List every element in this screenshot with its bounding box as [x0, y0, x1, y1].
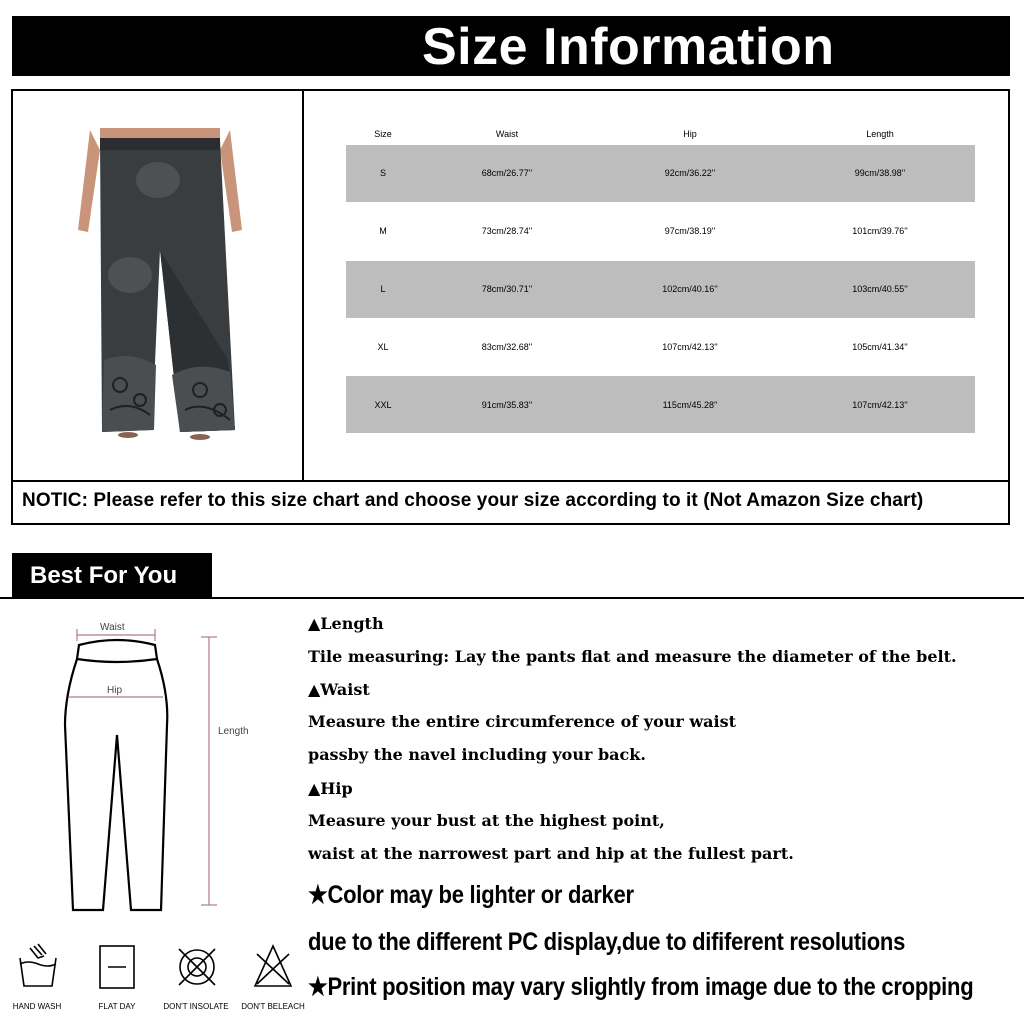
length-instruction: Tile measuring: Lay the pants flat and measure the diameter of the belt. — [308, 647, 957, 666]
flat-dry-icon — [98, 944, 136, 990]
chart-divider — [11, 480, 1010, 482]
cell-length: 101cm/39.76'' — [852, 226, 908, 236]
cell-waist: 78cm/30.71'' — [481, 284, 533, 294]
cell-hip: 102cm/40.16'' — [662, 284, 718, 294]
chart-divider — [302, 89, 304, 481]
cell-hip: 107cm/42.13'' — [662, 342, 718, 352]
cell-size: S — [379, 168, 386, 178]
dont-bleach-icon — [253, 944, 293, 990]
care-label: DON'T INSOLATE — [163, 1002, 229, 1011]
cell-waist: 83cm/32.68'' — [481, 342, 533, 352]
best-for-you-label: Best For You — [30, 562, 178, 589]
cell-length: 107cm/42.13'' — [852, 400, 908, 410]
cell-size: M — [379, 226, 387, 236]
cell-size: L — [380, 284, 386, 294]
color-note: ★Color may be lighter or darker — [308, 881, 634, 909]
cell-waist: 73cm/28.74'' — [481, 226, 533, 236]
cell-hip: 115cm/45.28'' — [662, 400, 718, 410]
waist-instruction: passby the navel including your back. — [308, 745, 646, 764]
cell-size: XXL — [374, 400, 392, 410]
section-divider — [0, 597, 1024, 599]
col-header-length: Length — [866, 129, 894, 139]
pants-measurement-diagram — [55, 615, 255, 915]
col-header-waist: Waist — [495, 129, 519, 139]
color-note: due to the different PC display,due to dififerent resolutions — [308, 928, 906, 956]
waist-heading: ▲Waist — [308, 680, 370, 699]
product-image — [60, 110, 260, 450]
print-note: ★Print position may vary slightly from image due to the cropping — [308, 973, 974, 1001]
diagram-hip-label: Hip — [107, 685, 123, 696]
diagram-length-label: Length — [218, 726, 249, 737]
cell-hip: 97cm/38.19'' — [664, 226, 716, 236]
size-notice: NOTIC: Please refer to this size chart and choose your size according to it (Not Amazon Size chart) — [22, 490, 924, 511]
col-header-hip: Hip — [683, 129, 697, 139]
col-header-size: Size — [374, 129, 392, 139]
dont-insolate-icon — [176, 944, 218, 990]
hand-wash-icon — [18, 942, 58, 990]
cell-length: 105cm/41.34'' — [852, 342, 908, 352]
hip-instruction: waist at the narrowest part and hip at the fullest part. — [308, 844, 794, 863]
hip-instruction: Measure your bust at the highest point, — [308, 811, 665, 830]
care-label: HAND WASH — [12, 1002, 62, 1011]
cell-size: XL — [377, 342, 389, 352]
cell-hip: 92cm/36.22'' — [664, 168, 716, 178]
length-heading: ▲Length — [308, 614, 384, 633]
cell-length: 103cm/40.55'' — [852, 284, 908, 294]
care-label: DON'T BELEACH — [241, 1002, 305, 1011]
hip-heading: ▲Hip — [308, 779, 353, 798]
waist-instruction: Measure the entire circumference of your waist — [308, 712, 737, 731]
diagram-waist-label: Waist — [100, 622, 125, 633]
care-label: FLAT DAY — [98, 1002, 136, 1011]
cell-waist: 68cm/26.77'' — [481, 168, 533, 178]
cell-waist: 91cm/35.83'' — [481, 400, 533, 410]
page-title: Size Information — [422, 18, 835, 76]
cell-length: 99cm/38.98'' — [854, 168, 906, 178]
